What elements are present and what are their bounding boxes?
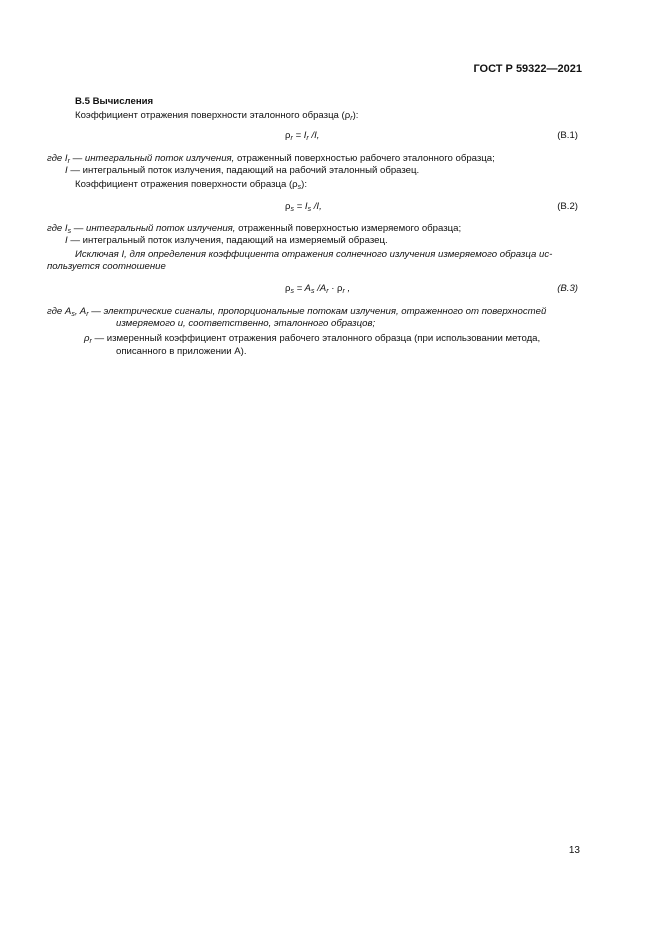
- definition-as-ar-line1: где $A_s$, $A_r$ — электрические сигналы, пропорциональные потокам излучения, отраженного от поверхностей: [47, 306, 547, 318]
- paragraph-reflectance-reference: Коэффициент отражения поверхности эталонного образца $(\rho_r)$:: [75, 110, 359, 122]
- equation-b3: $\rho_s = A_s$ $/A_r \cdot \rho_r$ ,: [285, 283, 351, 295]
- definition-i: I — интегральный поток излучения, падающий на рабочий эталонный образец.: [65, 165, 420, 176]
- definition-ir: где $I_r$ — интегральный поток излучения, отраженный поверхностью рабочего эталонного образца;: [47, 153, 495, 165]
- definition-i-measured: I — интегральный поток излучения, падающий на измеряемый образец.: [65, 235, 388, 246]
- definition-is: где $I_s$ — интегральный поток излучения, отраженный поверхностью измеряемого образца;: [47, 223, 462, 235]
- section-heading: [75, 96, 153, 108]
- section-number: В.5: [75, 96, 90, 107]
- equation-b2: $\rho_s = I_s$ /I,: [285, 201, 322, 213]
- definition-as-ar-line2: измеряемого и, соответственно, эталонного образцов;: [116, 318, 376, 329]
- equation-b3-number: (В.3): [557, 283, 578, 294]
- definition-rho-r-line1: $\rho_r$ — измеренный коэффициент отражения рабочего эталонного образца (при использовании метода,: [84, 333, 541, 345]
- equation-b2-number: (В.2): [557, 201, 578, 212]
- document-code: ГОСТ Р 59322—2021: [473, 63, 582, 75]
- paragraph-reflectance-sample: Коэффициент отражения поверхности образца $(\rho_s)$:: [75, 179, 308, 191]
- equation-b1: $\rho_r = I_r$ /I,: [285, 130, 320, 142]
- equation-b1-number: (В.1): [557, 130, 578, 141]
- definition-rho-r-line2: описанного в приложении А).: [116, 346, 247, 357]
- page-number: 13: [568, 845, 580, 856]
- paragraph-ratio-intro-line2: пользуется соотношение: [47, 261, 166, 272]
- section-title: Вычисления: [92, 96, 154, 107]
- paragraph-ratio-intro-line1: Исключая I, для определения коэффициента отражения солнечного излучения измеряемого образца ис-: [75, 249, 553, 260]
